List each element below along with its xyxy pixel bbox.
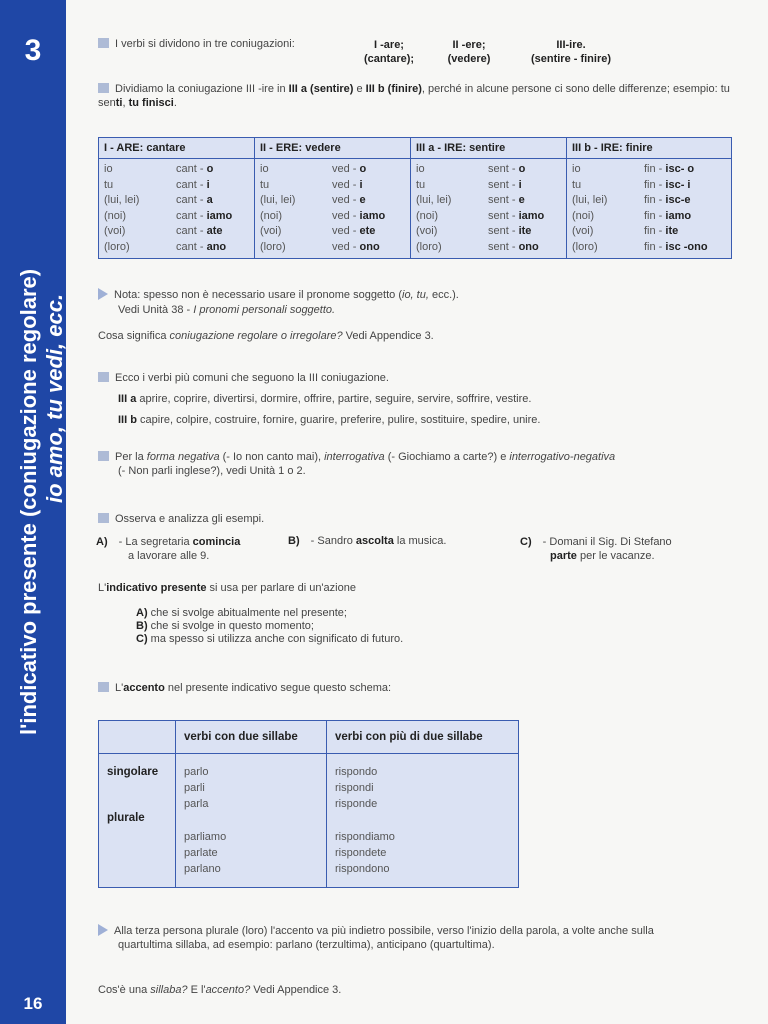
example-a: [96, 535, 266, 563]
bullet-square-icon: [98, 682, 109, 692]
italic-text: io, tu,: [402, 289, 429, 301]
conjugation-cell: [260, 162, 405, 178]
conjugation-cell: [104, 224, 249, 240]
verb-ending: ete: [359, 225, 376, 237]
text: E l': [187, 984, 206, 996]
verb-ending: iamo: [206, 209, 233, 222]
common-verbs-block: [98, 368, 540, 431]
verb-stem: fin -: [644, 209, 666, 222]
verb-stem: fin -: [644, 225, 666, 237]
pronoun: (lui, lei): [104, 194, 140, 206]
column-header: I - ARE: cantare: [99, 138, 255, 159]
usage-list: [136, 607, 403, 646]
conjugation-column: [567, 159, 732, 259]
conjugation-column: [99, 159, 255, 259]
conjugation-cell: [572, 224, 726, 240]
column-header: II - ERE: vedere: [255, 138, 411, 159]
text: ma spesso si utilizza anche con significato di futuro.: [150, 633, 404, 645]
verb-stem: sent -: [488, 225, 519, 237]
verb-stem: fin -: [644, 163, 666, 175]
verb-stem: cant -: [176, 225, 207, 237]
item-label: C): [136, 633, 148, 645]
list-item: [136, 633, 403, 646]
chapter-sidebar: [0, 0, 66, 1024]
conjugation-cell: [416, 162, 561, 178]
bullet-square-icon: [98, 513, 109, 523]
conjugation-cell: [416, 178, 561, 194]
pronoun: (voi): [260, 225, 282, 237]
text: Osserva e analizza gli esempi.: [115, 513, 265, 525]
conjugation-cell: [260, 224, 405, 240]
pronoun: (lui, lei): [416, 194, 452, 206]
conjugation-cell: [260, 193, 405, 209]
note-block: [98, 288, 459, 318]
verb-ending: iamo: [665, 209, 692, 222]
verb-stem: cant -: [176, 209, 207, 222]
bold-text: ti: [115, 97, 123, 109]
text: .: [173, 97, 177, 109]
conjugation-cell: [260, 178, 405, 194]
conjugation-cell: [416, 240, 561, 256]
verb-stem: ved -: [332, 225, 360, 237]
italic-text: accento?: [205, 984, 251, 996]
column-header: [99, 721, 176, 754]
verb-stem: fin -: [644, 178, 666, 191]
verb-ending: isc -ono: [665, 240, 708, 253]
italic-text: interrogativa: [324, 451, 385, 463]
verb-ending: ano: [206, 240, 227, 253]
question-regolare: [98, 330, 434, 342]
text: ecc.).: [428, 289, 459, 301]
verb-ending: ono: [359, 240, 380, 253]
pronoun: (voi): [572, 225, 594, 237]
text: - Domani il Sig. Di Stefano: [542, 536, 672, 548]
group-ending: I -are;: [374, 39, 404, 51]
text: - Sandro: [310, 535, 356, 547]
verb-stem: cant -: [176, 240, 207, 253]
pronoun: io: [572, 163, 581, 175]
verb-form: parla: [184, 798, 209, 810]
bold-text: accento: [123, 682, 165, 694]
verb-ending: ono: [518, 240, 539, 253]
text: Per la: [115, 451, 147, 463]
verb-ending: o: [206, 163, 214, 175]
conjugation-cell: [572, 240, 726, 256]
pronoun: (lui, lei): [572, 194, 608, 206]
conjugation-cell: [416, 209, 561, 225]
pronoun: (noi): [260, 209, 283, 222]
verb-form: parli: [184, 782, 205, 794]
pronoun: (loro): [572, 240, 598, 253]
verb-list: aprire, coprire, divertirsi, dormire, offrire, partire, seguire, servire, soffrire, vestire.: [139, 393, 532, 405]
pronoun: io: [104, 163, 113, 175]
conjugation-column: [411, 159, 567, 259]
division-paragraph: [98, 82, 732, 110]
italic-text: coniugazione regolare o irregolare?: [169, 330, 343, 342]
verb-form: rispondo: [335, 766, 378, 778]
accent-note: [98, 924, 738, 952]
conjugation-cell: [572, 209, 726, 225]
forms-paragraph: [98, 450, 615, 478]
bold-text: tu finisci: [128, 97, 174, 109]
verb-stem: cant -: [176, 194, 207, 206]
conjugation-cell: [416, 224, 561, 240]
conjugation-group-3: [516, 38, 626, 66]
bullet-square-icon: [98, 451, 109, 461]
group-ending: II -ere;: [452, 39, 486, 51]
italic-text: I pronomi personali soggetto.: [193, 304, 336, 316]
verb-stem: sent -: [488, 163, 519, 175]
text: L': [98, 582, 107, 594]
bold-text: III b (finire): [365, 83, 422, 95]
multi-syllable-cell: [327, 754, 519, 888]
verb-ending: i: [359, 178, 363, 191]
pronoun: io: [416, 163, 425, 175]
table-header-row: [99, 138, 732, 159]
pronoun: (noi): [416, 209, 439, 222]
verb-stem: ved -: [332, 163, 360, 175]
text: che si svolge in questo momento;: [150, 620, 314, 632]
group-example: (sentire - finire): [530, 53, 612, 65]
verb-ending: o: [518, 163, 526, 175]
group-label: III b: [118, 414, 137, 426]
intro-text: I verbi si dividono in tre coniugazioni:: [115, 38, 295, 50]
group-ending: III-ire.: [556, 39, 586, 51]
list-item: [136, 620, 403, 633]
bullet-square-icon: [98, 38, 109, 48]
table-header-row: [99, 721, 519, 754]
verb-ending: i: [206, 178, 210, 191]
conjugation-column: [255, 159, 411, 259]
verb-ending: iamo: [518, 209, 545, 222]
item-label: A): [136, 607, 148, 619]
text: che si svolge abitualmente nel presente;: [150, 607, 347, 619]
usage-intro: [98, 582, 356, 594]
pronoun: tu: [572, 178, 582, 191]
conjugation-cell: [260, 240, 405, 256]
accent-intro: [98, 682, 391, 694]
question-sillaba: [98, 984, 341, 996]
chapter-title-main: l'indicativo presente (coniugazione regolare): [16, 268, 41, 735]
verb-form: parlo: [184, 766, 209, 778]
arrow-right-icon: [98, 288, 108, 300]
conjugation-cell: [104, 178, 249, 194]
text: Vedi Appendice 3.: [342, 330, 434, 342]
row-label: singolare: [107, 766, 159, 778]
text: quartultima sillaba, ad esempio: parlano (terzultima), anticipano (quartultima).: [118, 939, 495, 951]
pronoun: (loro): [416, 240, 442, 253]
chapter-number: 3: [24, 34, 42, 67]
verb-ending: e: [518, 194, 525, 206]
conjugation-cell: [104, 162, 249, 178]
chapter-title-examples: io amo, tu vedi, ecc.: [42, 293, 67, 503]
group-example: (vedere): [447, 53, 491, 65]
text: - La segretaria: [118, 536, 193, 548]
text: Ecco i verbi più comuni che seguono la III coniugazione.: [115, 372, 389, 384]
column-header: III b - IRE: finire: [567, 138, 732, 159]
pronoun: (voi): [104, 225, 126, 237]
verb-form: risponde: [335, 798, 378, 810]
verb-ending: ate: [206, 225, 223, 237]
arrow-right-icon: [98, 924, 108, 936]
verb-stem: sent -: [488, 178, 519, 191]
text: L': [115, 682, 124, 694]
pronoun: (noi): [104, 209, 127, 222]
text: (- Giochiamo a carte?) e: [384, 451, 510, 463]
verb-ending: i: [518, 178, 522, 191]
two-syllable-cell: [176, 754, 327, 888]
page-number: 16: [23, 994, 43, 1013]
bullet-square-icon: [98, 372, 109, 382]
conjugation-group-2: [434, 38, 504, 66]
conjugation-cell: [572, 193, 726, 209]
accent-table: [98, 720, 519, 888]
conjugation-cell: [104, 240, 249, 256]
bold-text: ascolta: [355, 535, 394, 547]
pronoun: io: [260, 163, 269, 175]
verb-stem: cant -: [176, 178, 207, 191]
verb-form: parliamo: [184, 831, 227, 843]
text: , perché in alcune persone ci sono delle differenze; esempio: tu sen: [98, 83, 730, 109]
row-label: plurale: [107, 812, 145, 824]
examples-intro: [98, 513, 264, 525]
conjugation-group-1: [354, 38, 424, 66]
text: (- Non parli inglese?), vedi Unità 1 o 2.: [118, 465, 306, 477]
text: per le vacanze.: [576, 550, 655, 562]
pronoun: (voi): [416, 225, 438, 237]
text: Cos'è una: [98, 984, 151, 996]
verb-ending: isc-e: [665, 194, 691, 206]
verb-ending: e: [359, 194, 366, 206]
text: e: [353, 83, 366, 95]
column-header: III a - IRE: sentire: [411, 138, 567, 159]
example-label: A): [96, 536, 108, 548]
pronoun: (loro): [260, 240, 286, 253]
conjugation-cell: [260, 209, 405, 225]
verb-ending: isc- o: [665, 163, 695, 175]
verb-form: parlano: [184, 863, 221, 875]
pronoun: (loro): [104, 240, 130, 253]
example-c: [520, 535, 720, 563]
verb-ending: ite: [518, 225, 532, 237]
group-label: III a: [118, 393, 137, 405]
bullet-square-icon: [98, 83, 109, 93]
italic-text: forma negativa: [146, 451, 220, 463]
verb-ending: o: [359, 163, 367, 175]
chapter-title: [16, 115, 68, 735]
bold-text: indicativo presente: [106, 582, 207, 594]
text: Alla terza persona plurale (loro) l'accento va più indietro possibile, verso l'inizio della parola, a volte anche sulla: [114, 925, 654, 937]
pronoun: (noi): [572, 209, 595, 222]
conjugation-cell: [572, 162, 726, 178]
text: nel presente indicativo segue questo schema:: [164, 682, 392, 694]
verb-form: parlate: [184, 847, 218, 859]
pronoun: tu: [416, 178, 426, 191]
verb-form: rispondete: [335, 847, 387, 859]
text: Vedi Appendice 3.: [250, 984, 342, 996]
text: Dividiamo la coniugazione III -ire in: [115, 83, 289, 95]
bold-text: comincia: [192, 536, 241, 548]
column-header: verbi con due sillabe: [176, 721, 327, 754]
row-label-cell: [99, 754, 176, 888]
item-label: B): [136, 620, 148, 632]
bold-text: parte: [550, 550, 577, 562]
verb-stem: sent -: [488, 194, 519, 206]
verb-stem: cant -: [176, 163, 207, 175]
table-row: [99, 754, 519, 888]
text: a lavorare alle 9.: [128, 550, 210, 562]
pronoun: tu: [260, 178, 270, 191]
example-b: [288, 535, 528, 547]
text: si usa per parlare di un'azione: [206, 582, 356, 594]
group-example: (cantare);: [363, 53, 415, 65]
verb-ending: iamo: [359, 209, 386, 222]
text: Nota: spesso non è necessario usare il pronome soggetto (: [114, 289, 402, 301]
conjugation-cell: [104, 209, 249, 225]
list-item: [136, 607, 403, 620]
verb-ending: isc- i: [665, 178, 691, 191]
pronoun: (lui, lei): [260, 194, 296, 206]
verb-ending: a: [206, 194, 213, 206]
verb-stem: ved -: [332, 194, 360, 206]
conjugation-cell: [104, 193, 249, 209]
conjugation-table: [98, 137, 732, 259]
verb-stem: fin -: [644, 194, 666, 206]
verb-form: rispondiamo: [335, 831, 395, 843]
text: ,: [122, 97, 129, 109]
verb-stem: sent -: [488, 209, 519, 222]
text: la musica.: [393, 535, 447, 547]
verb-stem: ved -: [332, 209, 360, 222]
text: (- Io non canto mai),: [219, 451, 325, 463]
text: Vedi Unità 38 -: [118, 304, 194, 316]
table-row: [99, 159, 732, 259]
verb-form: rispondi: [335, 782, 374, 794]
bold-text: III a (sentire): [288, 83, 354, 95]
conjugation-cell: [416, 193, 561, 209]
verb-stem: ved -: [332, 178, 360, 191]
verb-ending: ite: [665, 225, 679, 237]
italic-text: sillaba?: [150, 984, 188, 996]
example-label: B): [288, 535, 300, 547]
verb-list: capire, colpire, costruire, fornire, guarire, preferire, pulire, sostituire, spedire, unire.: [140, 414, 541, 426]
intro-line: [98, 38, 295, 50]
pronoun: tu: [104, 178, 114, 191]
verb-stem: ved -: [332, 240, 360, 253]
italic-text: interrogativo-negativa: [509, 451, 616, 463]
example-label: C): [520, 536, 532, 548]
verb-form: rispondono: [335, 863, 390, 875]
verb-stem: sent -: [488, 240, 519, 253]
verb-stem: fin -: [644, 240, 666, 253]
column-header: verbi con più di due sillabe: [327, 721, 519, 754]
conjugation-cell: [572, 178, 726, 194]
text: Cosa significa: [98, 330, 170, 342]
